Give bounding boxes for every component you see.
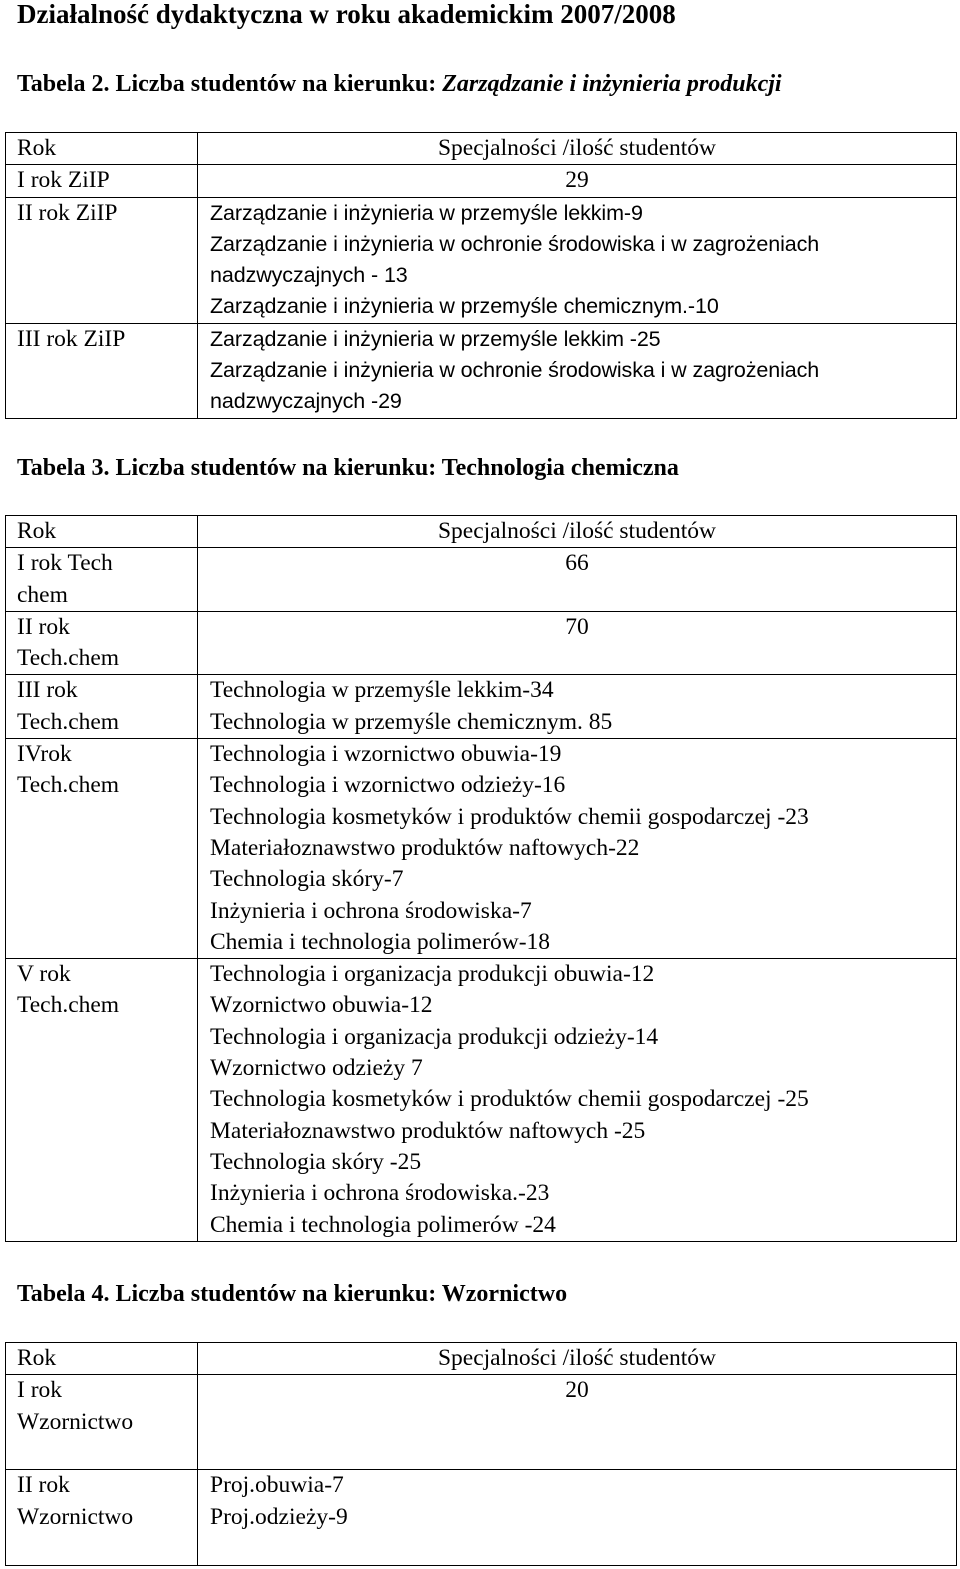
year-line: Wzornictwo bbox=[17, 1503, 134, 1530]
header-specjalnosci: Specjalności /ilość studentów bbox=[198, 1343, 957, 1375]
count-cell: 66 bbox=[198, 548, 957, 612]
table-row bbox=[6, 959, 957, 1242]
year-line: II rok bbox=[17, 1472, 70, 1499]
year-cell: II rok ZiIP bbox=[6, 197, 198, 323]
year-cell bbox=[6, 611, 198, 675]
specialization-line: Proj.odzieży-9 bbox=[210, 1503, 348, 1530]
year-cell bbox=[6, 1375, 198, 1470]
year-line: V rok bbox=[17, 961, 71, 988]
specialization-line: Materiałoznawstwo produktów naftowych -25 bbox=[210, 1117, 646, 1144]
year-line: Tech.chem bbox=[17, 772, 120, 799]
year-line: II rok bbox=[17, 613, 70, 640]
table-row bbox=[6, 675, 957, 739]
header-rok: Rok bbox=[6, 516, 198, 548]
table-header-row bbox=[6, 133, 957, 165]
year-cell: I rok ZiIP bbox=[6, 165, 198, 197]
specializations-cell bbox=[198, 197, 957, 323]
specialization-line: Zarządzanie i inżynieria w ochronie środowiska i w zagrożeniach bbox=[210, 231, 820, 256]
table-row bbox=[6, 1470, 957, 1566]
year-cell bbox=[6, 1470, 198, 1566]
header-specjalnosci: Specjalności /ilość studentów bbox=[198, 516, 957, 548]
table-header-row bbox=[6, 516, 957, 548]
table2-caption bbox=[17, 68, 782, 100]
table4 bbox=[5, 1342, 957, 1566]
header-specjalnosci: Specjalności /ilość studentów bbox=[198, 133, 957, 165]
specialization-line: Technologia w przemyśle lekkim-34 bbox=[210, 677, 554, 704]
count-cell: 29 bbox=[198, 165, 957, 197]
specializations-cell bbox=[198, 959, 957, 1242]
specialization-line: Chemia i technologia polimerów-18 bbox=[210, 928, 551, 955]
specializations-cell bbox=[198, 739, 957, 959]
specialization-line: Materiałoznawstwo produktów naftowych-22 bbox=[210, 834, 640, 861]
specialization-line: Technologia i wzornictwo obuwia-19 bbox=[210, 741, 562, 768]
specialization-line: Chemia i technologia polimerów -24 bbox=[210, 1211, 556, 1238]
specialization-line: Wzornictwo odzieży 7 bbox=[210, 1055, 423, 1082]
year-line: Tech.chem bbox=[17, 992, 120, 1019]
year-line: Wzornictwo bbox=[17, 1408, 134, 1435]
year-line: I rok bbox=[17, 1377, 63, 1404]
year-line: I rok Tech bbox=[17, 550, 113, 577]
specialization-line: Technologia skóry-7 bbox=[210, 866, 404, 893]
specialization-line: nadzwyczajnych - 13 bbox=[210, 263, 408, 288]
table-row bbox=[6, 1375, 957, 1470]
table2-caption-prefix: Tabela 2. Liczba studentów na kierunku: bbox=[17, 71, 443, 97]
table2-caption-field: Zarządzanie i inżynieria produkcji bbox=[442, 71, 782, 97]
year-line: Tech.chem bbox=[17, 708, 120, 735]
specialization-line: nadzwyczajnych -29 bbox=[210, 389, 402, 414]
year-cell bbox=[6, 548, 198, 612]
table-row bbox=[6, 611, 957, 675]
specialization-line: Zarządzanie i inżynieria w przemyśle lekkim-9 bbox=[210, 200, 643, 225]
specialization-line: Zarządzanie i inżynieria w ochronie środowiska i w zagrożeniach bbox=[210, 358, 820, 383]
specialization-line: Technologia kosmetyków i produktów chemii gospodarczej -25 bbox=[210, 1086, 809, 1113]
specializations-cell bbox=[198, 323, 957, 418]
table-row bbox=[6, 197, 957, 323]
table-row bbox=[6, 548, 957, 612]
count-cell: 70 bbox=[198, 611, 957, 675]
year-cell bbox=[6, 675, 198, 739]
year-cell bbox=[6, 739, 198, 959]
specialization-line: Wzornictwo obuwia-12 bbox=[210, 992, 433, 1019]
table4-caption: Tabela 4. Liczba studentów na kierunku: Wzornictwo bbox=[17, 1281, 568, 1307]
specialization-line: Technologia skóry -25 bbox=[210, 1148, 422, 1175]
year-cell bbox=[6, 959, 198, 1242]
year-line: III rok bbox=[17, 677, 78, 704]
year-line: Tech.chem bbox=[17, 645, 120, 672]
specializations-cell bbox=[198, 675, 957, 739]
table3-caption: Tabela 3. Liczba studentów na kierunku: Technologia chemiczna bbox=[17, 455, 679, 481]
table-row bbox=[6, 323, 957, 418]
specialization-line: Technologia i wzornictwo odzieży-16 bbox=[210, 772, 566, 799]
year-cell: III rok ZiIP bbox=[6, 323, 198, 418]
header-rok: Rok bbox=[6, 1343, 198, 1375]
specializations-cell bbox=[198, 1470, 957, 1566]
year-line: IVrok bbox=[17, 741, 72, 768]
table-row bbox=[6, 739, 957, 959]
specialization-line: Zarządzanie i inżynieria w przemyśle chemicznym.-10 bbox=[210, 294, 719, 319]
table3 bbox=[5, 515, 957, 1242]
specialization-line: Zarządzanie i inżynieria w przemyśle lekkim -25 bbox=[210, 326, 661, 351]
count-cell: 20 bbox=[198, 1375, 957, 1470]
table-row bbox=[6, 165, 957, 197]
specialization-line: Technologia i organizacja produkcji obuwia-12 bbox=[210, 961, 655, 988]
page-title: Działalność dydaktyczna w roku akademickim 2007/2008 bbox=[17, 0, 676, 29]
specialization-line: Inżynieria i ochrona środowiska-7 bbox=[210, 897, 532, 924]
specialization-line: Technologia w przemyśle chemicznym. 85 bbox=[210, 708, 613, 735]
table-header-row bbox=[6, 1343, 957, 1375]
specialization-line: Technologia i organizacja produkcji odzieży-14 bbox=[210, 1023, 659, 1050]
year-line: chem bbox=[17, 581, 68, 608]
table2 bbox=[5, 132, 957, 419]
specialization-line: Technologia kosmetyków i produktów chemii gospodarczej -23 bbox=[210, 803, 809, 830]
header-rok: Rok bbox=[6, 133, 198, 165]
specialization-line: Proj.obuwia-7 bbox=[210, 1472, 344, 1499]
specialization-line: Inżynieria i ochrona środowiska.-23 bbox=[210, 1180, 550, 1207]
